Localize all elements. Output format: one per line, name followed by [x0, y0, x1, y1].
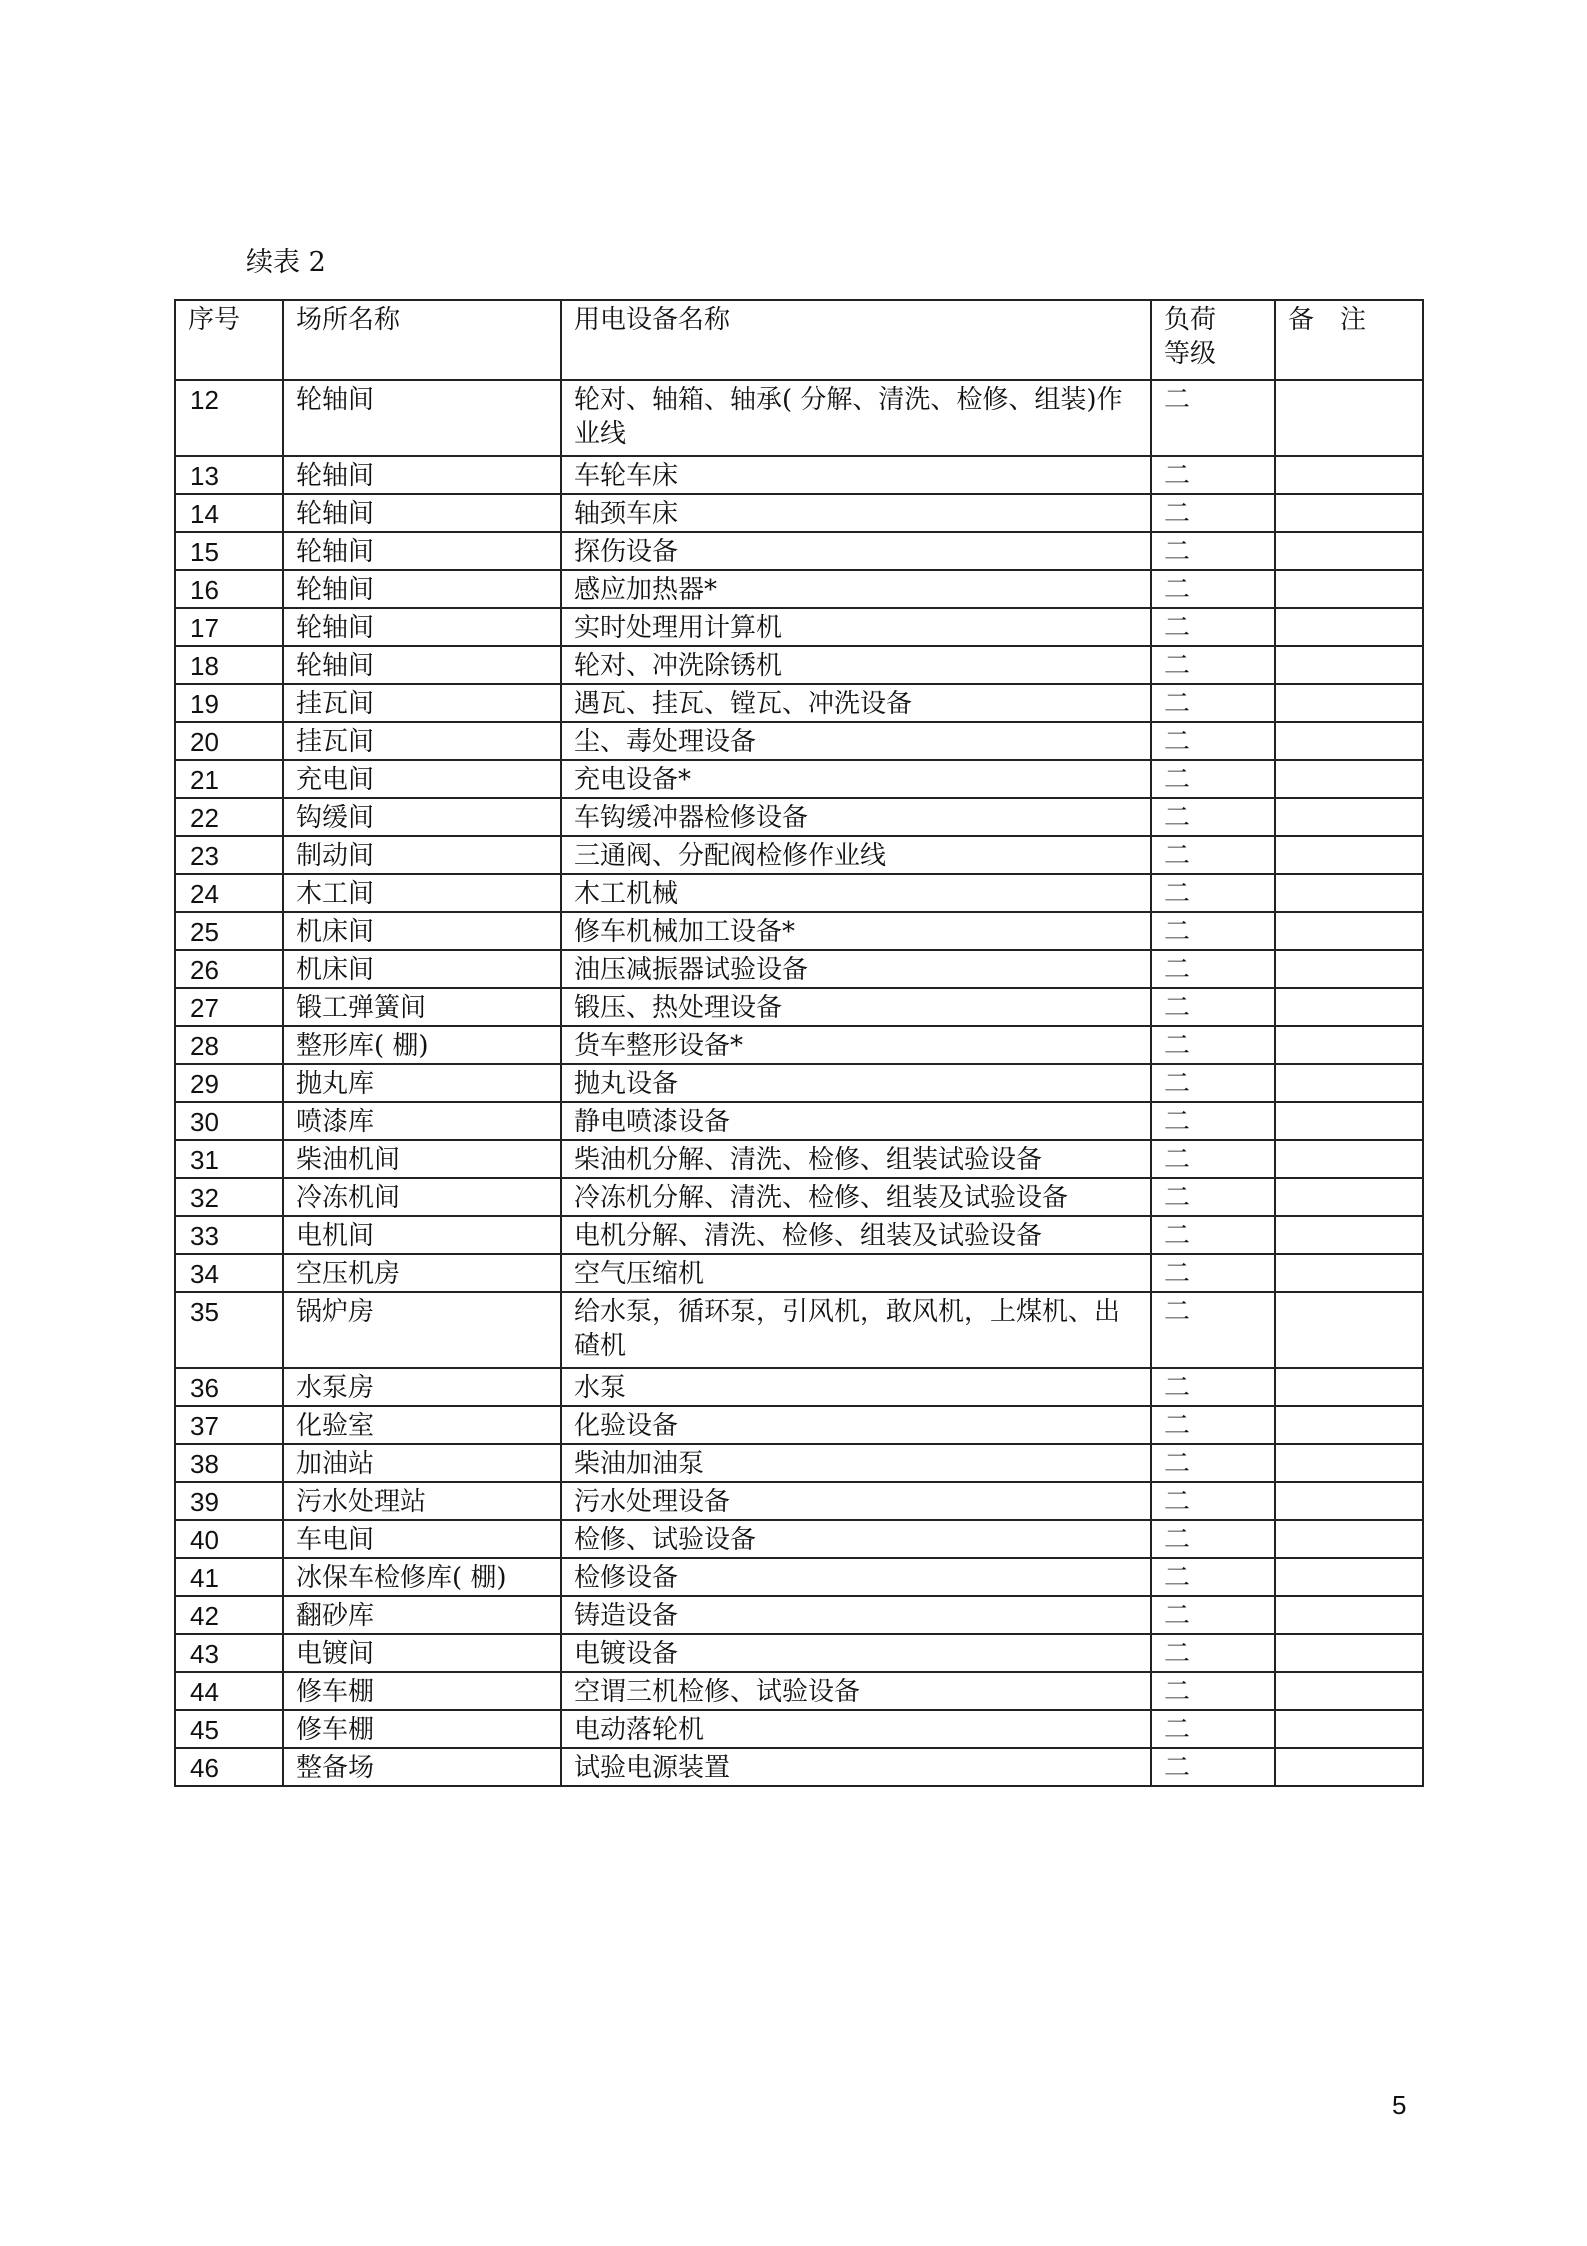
cell-place: 制动间	[283, 836, 561, 874]
cell-equipment: 铸造设备	[561, 1596, 1151, 1634]
cell-equipment: 三通阀、分配阀检修作业线	[561, 836, 1151, 874]
cell-equipment: 电机分解、清洗、检修、组装及试验设备	[561, 1216, 1151, 1254]
cell-remark	[1275, 1216, 1423, 1254]
cell-place: 车电间	[283, 1520, 561, 1558]
cell-seq: 35	[175, 1292, 283, 1368]
cell-place: 化验室	[283, 1406, 561, 1444]
load-grade-table	[174, 299, 1424, 1787]
cell-place: 充电间	[283, 760, 561, 798]
cell-seq: 28	[175, 1026, 283, 1064]
cell-equipment: 锻压、热处理设备	[561, 988, 1151, 1026]
cell-equipment: 探伤设备	[561, 532, 1151, 570]
cell-equipment: 冷冻机分解、清洗、检修、组装及试验设备	[561, 1178, 1151, 1216]
cell-load-grade: 二	[1151, 722, 1275, 760]
table-row	[175, 570, 1423, 608]
table-row	[175, 494, 1423, 532]
cell-remark	[1275, 1292, 1423, 1368]
cell-remark	[1275, 684, 1423, 722]
cell-seq: 13	[175, 456, 283, 494]
table-row	[175, 798, 1423, 836]
cell-place: 抛丸库	[283, 1064, 561, 1102]
cell-place: 修车棚	[283, 1710, 561, 1748]
cell-load-grade: 二	[1151, 1482, 1275, 1520]
cell-place: 轮轴间	[283, 570, 561, 608]
cell-load-grade: 二	[1151, 760, 1275, 798]
cell-equipment: 轴颈车床	[561, 494, 1151, 532]
table-row	[175, 608, 1423, 646]
cell-place: 锅炉房	[283, 1292, 561, 1368]
table-header-row	[175, 300, 1423, 380]
cell-equipment: 柴油加油泵	[561, 1444, 1151, 1482]
cell-place: 污水处理站	[283, 1482, 561, 1520]
cell-place: 加油站	[283, 1444, 561, 1482]
cell-remark	[1275, 950, 1423, 988]
cell-remark	[1275, 1710, 1423, 1748]
cell-seq: 32	[175, 1178, 283, 1216]
cell-load-grade: 二	[1151, 1710, 1275, 1748]
cell-remark	[1275, 1064, 1423, 1102]
table-row	[175, 456, 1423, 494]
cell-place: 轮轴间	[283, 646, 561, 684]
cell-remark	[1275, 1406, 1423, 1444]
cell-place: 机床间	[283, 950, 561, 988]
cell-seq: 46	[175, 1748, 283, 1786]
cell-equipment: 静电喷漆设备	[561, 1102, 1151, 1140]
cell-seq: 36	[175, 1368, 283, 1406]
cell-seq: 14	[175, 494, 283, 532]
cell-seq: 45	[175, 1710, 283, 1748]
cell-place: 轮轴间	[283, 532, 561, 570]
cell-remark	[1275, 1672, 1423, 1710]
table-row	[175, 1520, 1423, 1558]
cell-equipment: 水泵	[561, 1368, 1151, 1406]
cell-equipment: 货车整形设备*	[561, 1026, 1151, 1064]
cell-load-grade: 二	[1151, 912, 1275, 950]
table-row	[175, 1482, 1423, 1520]
page-number: 5	[1392, 2090, 1407, 2120]
table-row	[175, 1634, 1423, 1672]
cell-load-grade: 二	[1151, 1026, 1275, 1064]
cell-equipment: 遇瓦、挂瓦、镗瓦、冲洗设备	[561, 684, 1151, 722]
cell-equipment: 化验设备	[561, 1406, 1151, 1444]
cell-load-grade: 二	[1151, 608, 1275, 646]
table-row	[175, 1406, 1423, 1444]
cell-seq: 21	[175, 760, 283, 798]
cell-place: 挂瓦间	[283, 722, 561, 760]
header-equipment: 用电设备名称	[561, 300, 1151, 380]
cell-seq: 43	[175, 1634, 283, 1672]
table-row	[175, 760, 1423, 798]
cell-seq: 33	[175, 1216, 283, 1254]
cell-equipment: 实时处理用计算机	[561, 608, 1151, 646]
cell-place: 电机间	[283, 1216, 561, 1254]
cell-seq: 37	[175, 1406, 283, 1444]
cell-place: 修车棚	[283, 1672, 561, 1710]
cell-seq: 40	[175, 1520, 283, 1558]
cell-remark	[1275, 1634, 1423, 1672]
cell-place: 整形库( 棚)	[283, 1026, 561, 1064]
cell-remark	[1275, 646, 1423, 684]
cell-equipment: 车钩缓冲器检修设备	[561, 798, 1151, 836]
cell-place: 轮轴间	[283, 608, 561, 646]
cell-equipment: 油压减振器试验设备	[561, 950, 1151, 988]
cell-remark	[1275, 1102, 1423, 1140]
cell-remark	[1275, 1558, 1423, 1596]
table-row	[175, 912, 1423, 950]
cell-place: 电镀间	[283, 1634, 561, 1672]
cell-remark	[1275, 1444, 1423, 1482]
cell-seq: 15	[175, 532, 283, 570]
cell-equipment: 轮对、冲洗除锈机	[561, 646, 1151, 684]
table-row	[175, 1064, 1423, 1102]
cell-seq: 17	[175, 608, 283, 646]
cell-remark	[1275, 608, 1423, 646]
cell-load-grade: 二	[1151, 1368, 1275, 1406]
table-row	[175, 988, 1423, 1026]
cell-equipment: 给水泵，循环泵，引风机，敢风机，上煤机、出碴机	[561, 1292, 1151, 1368]
cell-load-grade: 二	[1151, 684, 1275, 722]
cell-load-grade: 二	[1151, 1596, 1275, 1634]
cell-remark	[1275, 570, 1423, 608]
cell-load-grade: 二	[1151, 988, 1275, 1026]
cell-seq: 41	[175, 1558, 283, 1596]
cell-load-grade: 二	[1151, 874, 1275, 912]
cell-load-grade: 二	[1151, 380, 1275, 456]
table-row	[175, 1140, 1423, 1178]
cell-place: 空压机房	[283, 1254, 561, 1292]
cell-remark	[1275, 722, 1423, 760]
cell-seq: 34	[175, 1254, 283, 1292]
cell-seq: 30	[175, 1102, 283, 1140]
cell-place: 挂瓦间	[283, 684, 561, 722]
table-row	[175, 1026, 1423, 1064]
table-caption: 续表 2	[246, 247, 326, 278]
cell-place: 锻工弹簧间	[283, 988, 561, 1026]
table-row	[175, 646, 1423, 684]
cell-seq: 24	[175, 874, 283, 912]
cell-seq: 39	[175, 1482, 283, 1520]
header-seq: 序号	[175, 300, 283, 380]
cell-place: 轮轴间	[283, 494, 561, 532]
table-row	[175, 1558, 1423, 1596]
cell-load-grade: 二	[1151, 1064, 1275, 1102]
cell-load-grade: 二	[1151, 646, 1275, 684]
cell-load-grade: 二	[1151, 1748, 1275, 1786]
cell-equipment: 柴油机分解、清洗、检修、组装试验设备	[561, 1140, 1151, 1178]
cell-place: 柴油机间	[283, 1140, 561, 1178]
table-row	[175, 722, 1423, 760]
table-row	[175, 1178, 1423, 1216]
cell-remark	[1275, 1026, 1423, 1064]
table-row	[175, 1292, 1423, 1368]
cell-load-grade: 二	[1151, 1178, 1275, 1216]
cell-equipment: 电镀设备	[561, 1634, 1151, 1672]
header-remark: 备 注	[1275, 300, 1423, 380]
cell-load-grade: 二	[1151, 1140, 1275, 1178]
table-row	[175, 684, 1423, 722]
cell-remark	[1275, 988, 1423, 1026]
cell-equipment: 尘、毒处理设备	[561, 722, 1151, 760]
cell-load-grade: 二	[1151, 570, 1275, 608]
cell-equipment: 充电设备*	[561, 760, 1151, 798]
cell-seq: 38	[175, 1444, 283, 1482]
cell-remark	[1275, 798, 1423, 836]
cell-equipment: 检修设备	[561, 1558, 1151, 1596]
cell-load-grade: 二	[1151, 836, 1275, 874]
cell-remark	[1275, 456, 1423, 494]
table-row	[175, 1368, 1423, 1406]
cell-load-grade: 二	[1151, 798, 1275, 836]
cell-remark	[1275, 1178, 1423, 1216]
table-row	[175, 1444, 1423, 1482]
table-row	[175, 1596, 1423, 1634]
cell-seq: 19	[175, 684, 283, 722]
cell-seq: 25	[175, 912, 283, 950]
cell-seq: 22	[175, 798, 283, 836]
cell-remark	[1275, 1140, 1423, 1178]
cell-place: 轮轴间	[283, 380, 561, 456]
cell-seq: 20	[175, 722, 283, 760]
cell-load-grade: 二	[1151, 532, 1275, 570]
header-load-grade: 负荷 等级	[1151, 300, 1275, 380]
cell-place: 整备场	[283, 1748, 561, 1786]
table-row	[175, 1216, 1423, 1254]
cell-equipment: 木工机械	[561, 874, 1151, 912]
cell-load-grade: 二	[1151, 1406, 1275, 1444]
cell-seq: 42	[175, 1596, 283, 1634]
cell-load-grade: 二	[1151, 1520, 1275, 1558]
table-row	[175, 836, 1423, 874]
cell-remark	[1275, 874, 1423, 912]
cell-seq: 44	[175, 1672, 283, 1710]
cell-load-grade: 二	[1151, 1216, 1275, 1254]
cell-load-grade: 二	[1151, 1672, 1275, 1710]
cell-seq: 31	[175, 1140, 283, 1178]
cell-seq: 16	[175, 570, 283, 608]
cell-seq: 26	[175, 950, 283, 988]
cell-place: 冰保车检修库( 棚)	[283, 1558, 561, 1596]
cell-place: 水泵房	[283, 1368, 561, 1406]
cell-seq: 18	[175, 646, 283, 684]
cell-seq: 23	[175, 836, 283, 874]
cell-place: 机床间	[283, 912, 561, 950]
cell-equipment: 空谓三机检修、试验设备	[561, 1672, 1151, 1710]
cell-equipment: 试验电源装置	[561, 1748, 1151, 1786]
cell-remark	[1275, 760, 1423, 798]
cell-equipment: 感应加热器*	[561, 570, 1151, 608]
cell-equipment: 修车机械加工设备*	[561, 912, 1151, 950]
cell-seq: 29	[175, 1064, 283, 1102]
table-row	[175, 1254, 1423, 1292]
table-row	[175, 1102, 1423, 1140]
table-row	[175, 950, 1423, 988]
cell-load-grade: 二	[1151, 456, 1275, 494]
cell-load-grade: 二	[1151, 1444, 1275, 1482]
cell-load-grade: 二	[1151, 1634, 1275, 1672]
cell-seq: 12	[175, 380, 283, 456]
cell-place: 轮轴间	[283, 456, 561, 494]
cell-load-grade: 二	[1151, 950, 1275, 988]
cell-remark	[1275, 1748, 1423, 1786]
cell-load-grade: 二	[1151, 1292, 1275, 1368]
cell-equipment: 检修、试验设备	[561, 1520, 1151, 1558]
cell-equipment: 电动落轮机	[561, 1710, 1151, 1748]
cell-equipment: 污水处理设备	[561, 1482, 1151, 1520]
table-row	[175, 380, 1423, 456]
cell-place: 木工间	[283, 874, 561, 912]
table-row	[175, 1748, 1423, 1786]
cell-load-grade: 二	[1151, 494, 1275, 532]
cell-remark	[1275, 1520, 1423, 1558]
cell-load-grade: 二	[1151, 1254, 1275, 1292]
cell-remark	[1275, 1482, 1423, 1520]
cell-place: 冷冻机间	[283, 1178, 561, 1216]
cell-remark	[1275, 1254, 1423, 1292]
table-row	[175, 1710, 1423, 1748]
cell-seq: 27	[175, 988, 283, 1026]
cell-load-grade: 二	[1151, 1558, 1275, 1596]
cell-remark	[1275, 1596, 1423, 1634]
table-row	[175, 532, 1423, 570]
cell-equipment: 抛丸设备	[561, 1064, 1151, 1102]
cell-remark	[1275, 380, 1423, 456]
cell-equipment: 轮对、轴箱、轴承( 分解、清洗、检修、组装)作业线	[561, 380, 1151, 456]
header-place: 场所名称	[283, 300, 561, 380]
cell-remark	[1275, 1368, 1423, 1406]
table-row	[175, 1672, 1423, 1710]
cell-equipment: 车轮车床	[561, 456, 1151, 494]
cell-remark	[1275, 912, 1423, 950]
cell-place: 翻砂库	[283, 1596, 561, 1634]
cell-equipment: 空气压缩机	[561, 1254, 1151, 1292]
cell-remark	[1275, 494, 1423, 532]
cell-load-grade: 二	[1151, 1102, 1275, 1140]
cell-place: 喷漆库	[283, 1102, 561, 1140]
cell-place: 钩缓间	[283, 798, 561, 836]
cell-remark	[1275, 836, 1423, 874]
cell-remark	[1275, 532, 1423, 570]
table-row	[175, 874, 1423, 912]
